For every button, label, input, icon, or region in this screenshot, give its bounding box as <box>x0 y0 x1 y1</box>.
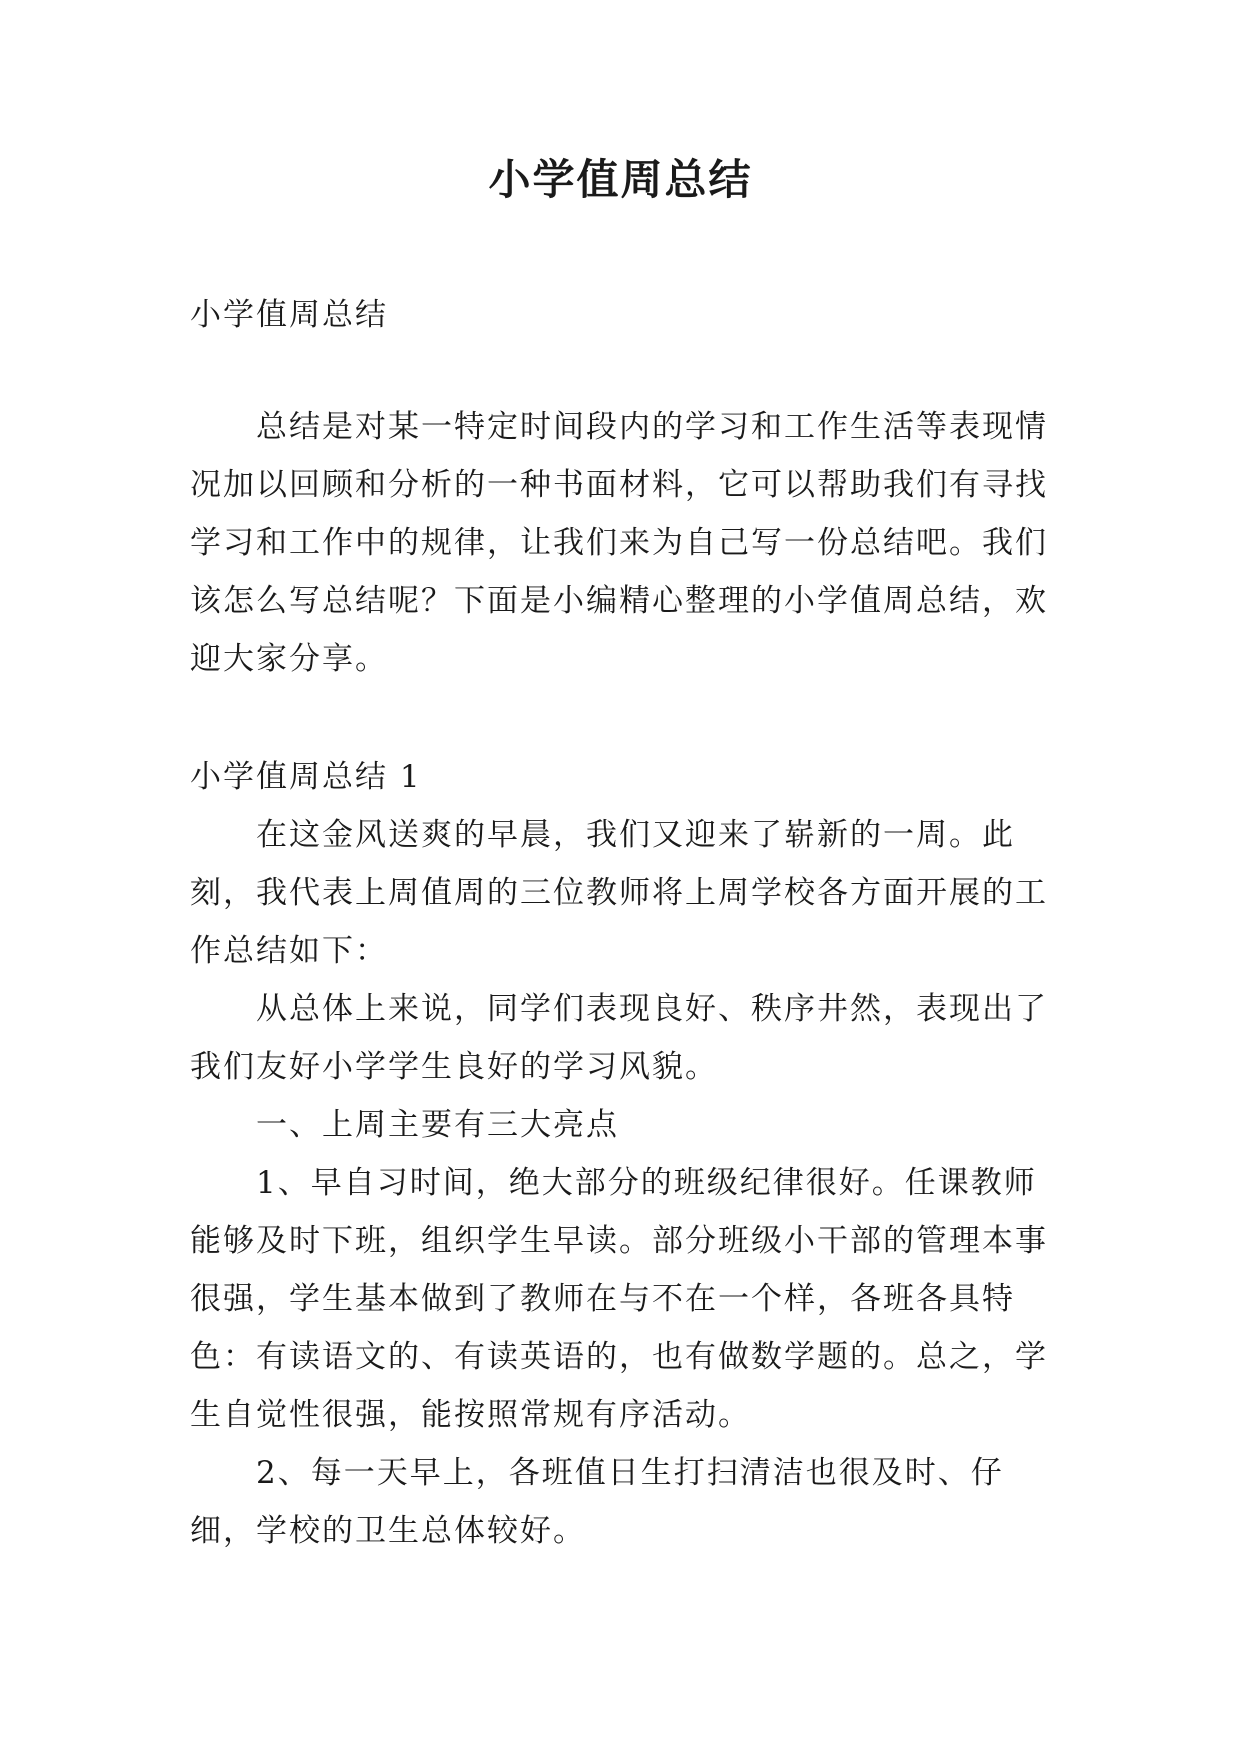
paragraph-opening: 在这金风送爽的早晨，我们又迎来了崭新的一周。此刻，我代表上周值周的三位教师将上周学校各方面开展的工作总结如下： <box>190 817 1048 969</box>
intro-paragraph: 总结是对某一特定时间段内的学习和工作生活等表现情况加以回顾和分析的一种书面材料，它可以帮助我们有寻找学习和工作中的规律，让我们来为自己写一份总结吧。我们该怎么写总结呢？下面是小编精心整理的小学值周总结，欢迎大家分享。 <box>190 409 1048 677</box>
document-title: 小学值周总结 <box>488 155 753 204</box>
document-subtitle: 小学值周总结 <box>190 297 388 333</box>
section-heading-1: 小学值周总结 1 <box>190 759 422 795</box>
paragraph-item-2: 2、每一天早上，各班值日生打扫清洁也很及时、仔细，学校的卫生总体较好。 <box>190 1455 1004 1549</box>
paragraph-overview: 从总体上来说，同学们表现良好、秩序井然，表现出了我们友好小学学生良好的学习风貌。 <box>190 991 1048 1085</box>
paragraph-item-1: 1、早自习时间，绝大部分的班级纪律很好。任课教师能够及时下班，组织学生早读。部分班级小干部的管理本事很强，学生基本做到了教师在与不在一个样，各班各具特色：有读语文的、有读英语的，也有做数学题的。总之，学生自觉性很强，能按照常规有序活动。 <box>190 1165 1048 1433</box>
paragraph-highlights-heading: 一、上周主要有三大亮点 <box>256 1107 619 1143</box>
